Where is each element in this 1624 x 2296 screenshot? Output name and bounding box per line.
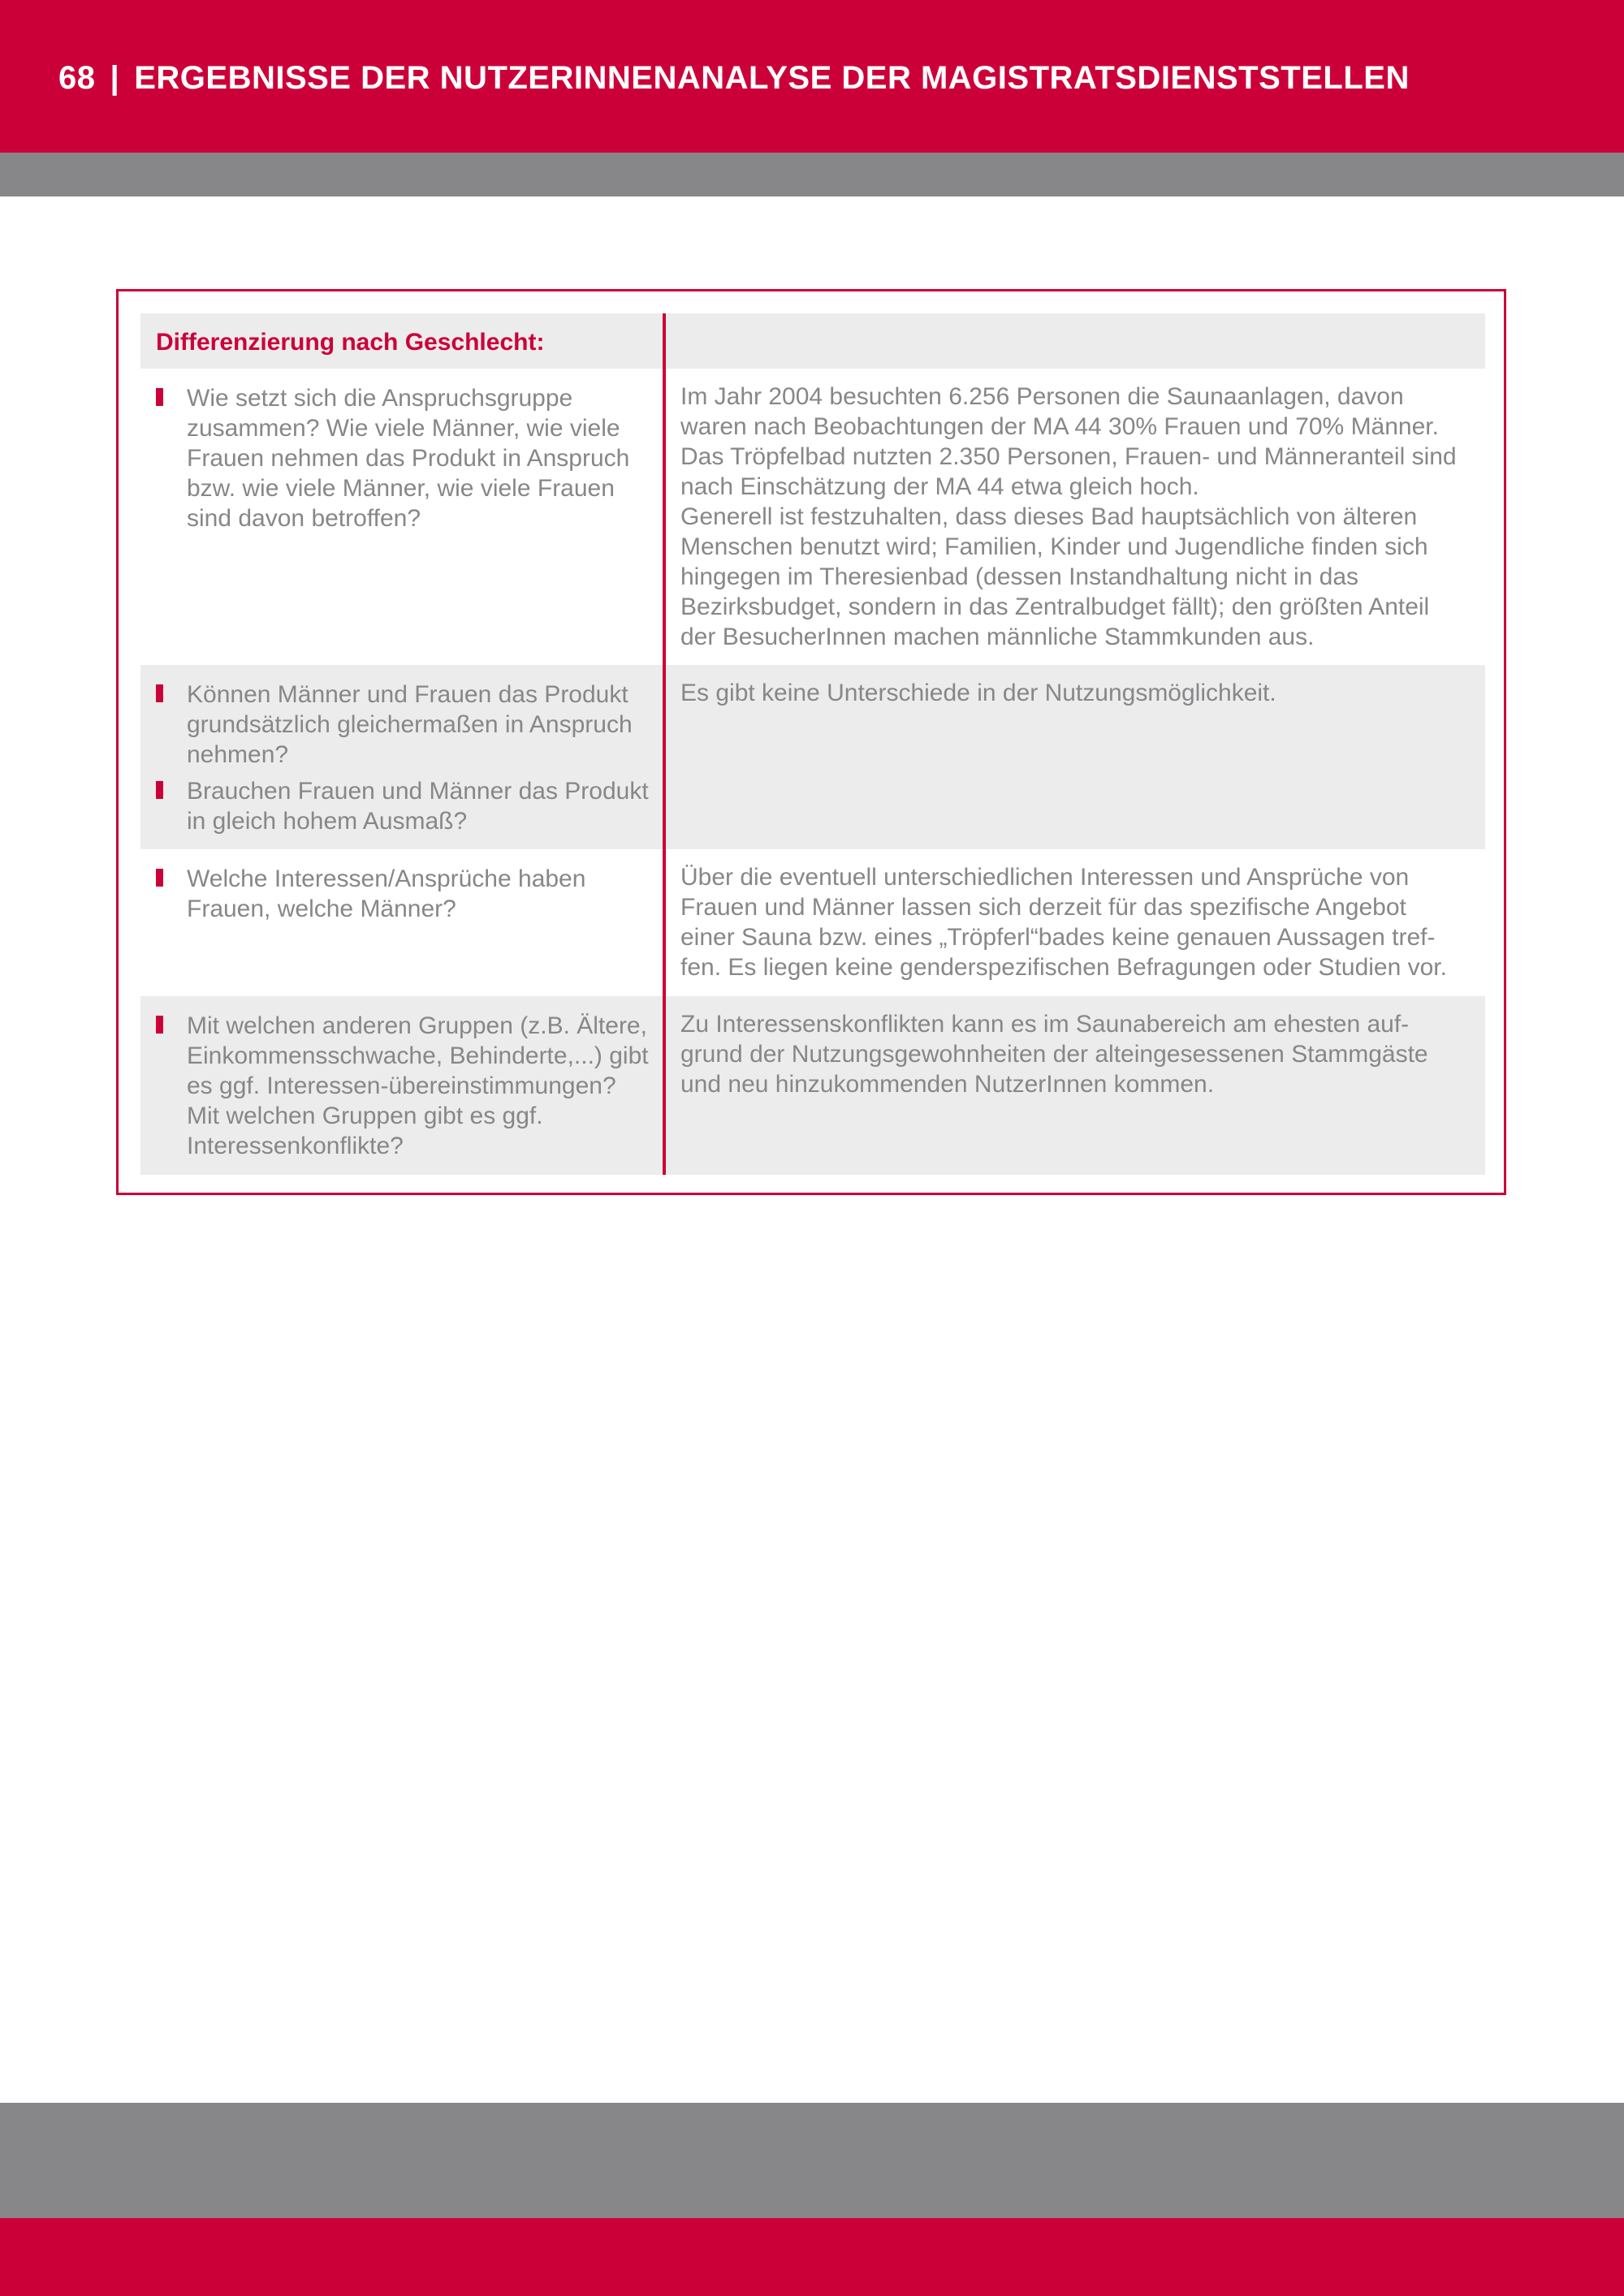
answer-text-2: Generell ist festzuhalten, dass dieses Bad hauptsächlich von älteren Menschen benutzt wird; Familien, Kinder und Jugendliche finden sich hingegen im Theresienbad (dessen Instandhaltung nicht in das Bezirksbudget, sondern in das Zentralbudget fällt); den größten Anteil der BesucherInnen machen männliche Stammkunden aus. (680, 503, 1430, 650)
answer-text: Es gibt keine Unterschiede in der Nutzungsmöglichkeit. (680, 680, 1276, 706)
gender-table-box (116, 289, 1506, 1195)
question-text: Können Männer und Frauen das Produkt grundsätzlich gleichermaßen in Anspruch nehmen? (187, 681, 633, 768)
question-bullet (156, 383, 654, 533)
question-bullet (156, 864, 654, 924)
question-text: Brauchen Frauen und Männer das Produkt in gleich hohem Ausmaß? (187, 778, 649, 835)
answer-text: Zu Interessenskonflikten kann es im Saunabereich am ehesten auf-grund der Nutzungsgewohnheiten der alteingesessenen Stammgäste und neu hinzukommenden NutzerInnen kommen. (680, 1011, 1428, 1098)
bullet-marker (156, 684, 163, 702)
page-header (58, 57, 1410, 99)
bullet-marker (156, 388, 163, 406)
question-text: Mit welchen anderen Gruppen (z.B. Ältere, Einkommensschwache, Behinderte,...) gibt es ggf. Interessen-übereinstimmungen? Mit welchen Gruppen gibt es ggf. Interessenkonflikte? (187, 1012, 649, 1159)
table-row-3-answer (666, 849, 1485, 996)
footer-band (0, 2218, 1624, 2296)
table-heading-cell (140, 313, 666, 369)
table-row-4-answer (666, 996, 1485, 1175)
table-row-1-question (140, 369, 666, 665)
answer-text: Im Jahr 2004 besuchten 6.256 Personen die Saunaanlagen, davon waren nach Beobachtungen der MA 44 30% Frauen und 70% Männer. Das Tröpfelbad nutzten 2.350 Personen, Frauen- und Männeranteil sind nach Einschätzung der MA 44 etwa gleich hoch. (680, 383, 1457, 500)
table-row-1-answer (666, 369, 1485, 665)
bullet-marker (156, 781, 163, 799)
question-text: Wie setzt sich die Anspruchsgruppe zusammen? Wie viele Männer, wie viele Frauen nehmen das Produkt in Anspruch bzw. wie viele Männer, wie viele Frauen sind davon betroffen? (187, 385, 630, 532)
table-heading-empty-cell (666, 313, 1485, 369)
bullet-marker (156, 1016, 163, 1034)
header-separator: | (110, 60, 120, 96)
table-row-4-question (140, 996, 666, 1175)
table-row-2-answer (666, 665, 1485, 849)
question-bullet (156, 1011, 654, 1161)
header-gray-stripe (0, 153, 1624, 196)
bullet-marker (156, 869, 163, 887)
question-bullet (156, 680, 654, 770)
question-bullet (156, 776, 654, 836)
table-heading: Differenzierung nach Geschlecht: (156, 329, 545, 356)
answer-text: Über die eventuell unterschiedlichen Interessen und Ansprüche von Frauen und Männer lassen sich derzeit für das spezifische Angebot einer Sauna bzw. eines „Tröpferl“bades keine genauen Aussagen tref-fen. Es liegen keine genderspezifischen Befragungen oder Studien vor. (680, 864, 1447, 981)
footer-gray-stripe (0, 2103, 1624, 2218)
page-title: ERGEBNISSE DER NUTZERINNENANALYSE DER MAGISTRATSDIENSTSTELLEN (134, 60, 1410, 96)
gender-table (140, 313, 1485, 1175)
page-number: 68 (58, 60, 96, 96)
question-text: Welche Interessen/Ansprüche haben Frauen, welche Männer? (187, 865, 586, 922)
table-row-2-question (140, 665, 666, 849)
table-row-3-question (140, 849, 666, 996)
